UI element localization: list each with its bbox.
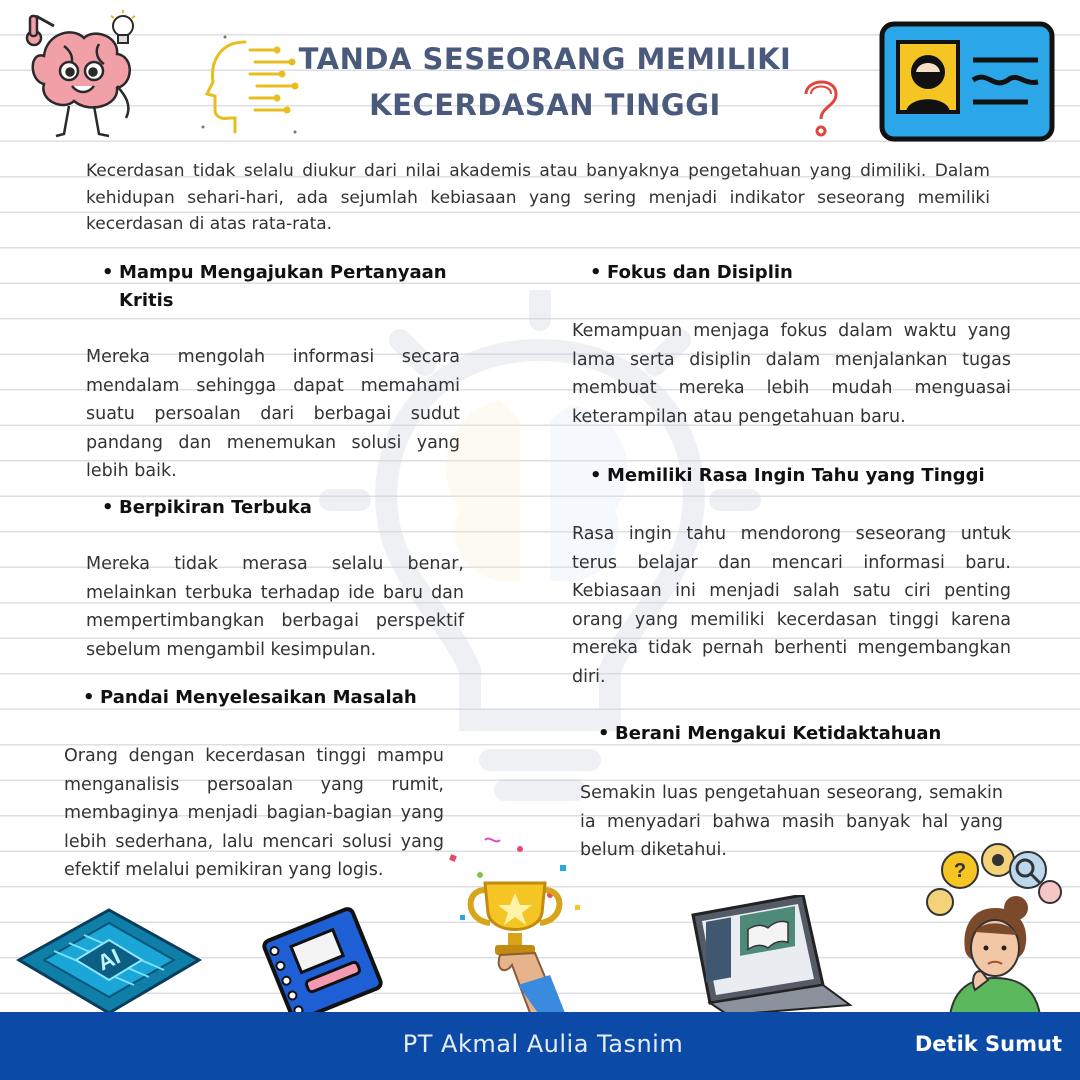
title-line-1: TANDA SESEORANG MEMILIKI — [298, 42, 792, 76]
heading-open-minded: • Berpikiran Terbuka — [119, 494, 459, 522]
svg-text:?: ? — [953, 860, 967, 882]
bullet: • — [83, 687, 95, 708]
chip-label: AI — [93, 943, 125, 976]
bullet: • — [102, 262, 114, 283]
trophy-icon — [440, 835, 590, 1013]
thinking-woman-icon — [920, 840, 1070, 1015]
title-line-2: KECERDASAN TINGGI — [369, 88, 721, 122]
ai-chip-icon — [14, 905, 204, 1015]
text-focus-discipline: Kemampuan menjaga fokus dalam waktu yang lama serta disiplin dalam menjalankan tugas membuat mereka lebih mudah menguasai keterampilan atau pengetahuan baru. — [572, 321, 1011, 427]
intro-paragraph: Kecerdasan tidak selalu diukur dari nilai akademis atau banyaknya pengetahuan yang dimiliki. Dalam kehidupan sehari-hari, ada sejumlah kebiasaan yang sering menjadi indikator seseorang memiliki kecerdasan di atas rata-rata. — [86, 161, 990, 234]
bullet: • — [590, 465, 602, 486]
notebook-icon — [255, 905, 390, 1015]
brain-mascot-icon — [14, 6, 144, 146]
footer-source: Detik Sumut — [914, 1032, 1062, 1056]
page-title — [290, 36, 800, 128]
text-admit-ignorance: Semakin luas pengetahuan seseorang, semakin ia menyadari bahwa masih banyak hal yang belum diketahui. — [580, 783, 1003, 860]
bullet: • — [598, 723, 610, 744]
text-open-minded: Mereka tidak merasa selalu benar, melainkan terbuka terhadap ide baru dan mempertimbangkan berbagai perspektif sebelum mengambil kesimpulan. — [86, 554, 464, 660]
ai-head-icon — [195, 32, 305, 142]
heading-focus-discipline: • Fokus dan Disiplin — [607, 259, 1007, 287]
heading-curiosity: • Memiliki Rasa Ingin Tahu yang Tinggi — [607, 462, 1027, 490]
heading-admit-ignorance: • Berani Mengakui Ketidaktahuan — [615, 720, 1015, 748]
laptop-icon — [688, 895, 853, 1015]
text-problem-solving: Orang dengan kecerdasan tinggi mampu menganalisis persoalan yang rumit, membaginya menjadi bagian-bagian yang lebih sederhana, lalu mencari solusi yang efektif melalui pemikiran yang logis. — [64, 746, 444, 880]
footer-company: PT Akmal Aulia Tasnim — [402, 1030, 684, 1058]
heading-problem-solving: • Pandai Menyelesaikan Masalah — [100, 684, 460, 712]
text-critical-questions: Mereka mengolah informasi secara mendalam sehingga dapat memahami suatu persoalan dari berbagai sudut pandang dan menemukan solusi yang lebih baik. — [86, 347, 460, 481]
heading-critical-questions: • Mampu Mengajukan Pertanyaan Kritis — [119, 259, 459, 315]
id-card-icon — [878, 20, 1058, 145]
bullet: • — [590, 262, 602, 283]
text-curiosity: Rasa ingin tahu mendorong seseorang untuk terus belajar dan mencari informasi baru. Kebiasaan ini menjadi salah satu ciri penting orang yang memiliki kecerdasan tinggi karena mereka tidak pernah berhenti mengembangkan diri. — [572, 524, 1011, 687]
bullet: • — [102, 497, 114, 518]
question-mark-icon — [796, 74, 846, 139]
